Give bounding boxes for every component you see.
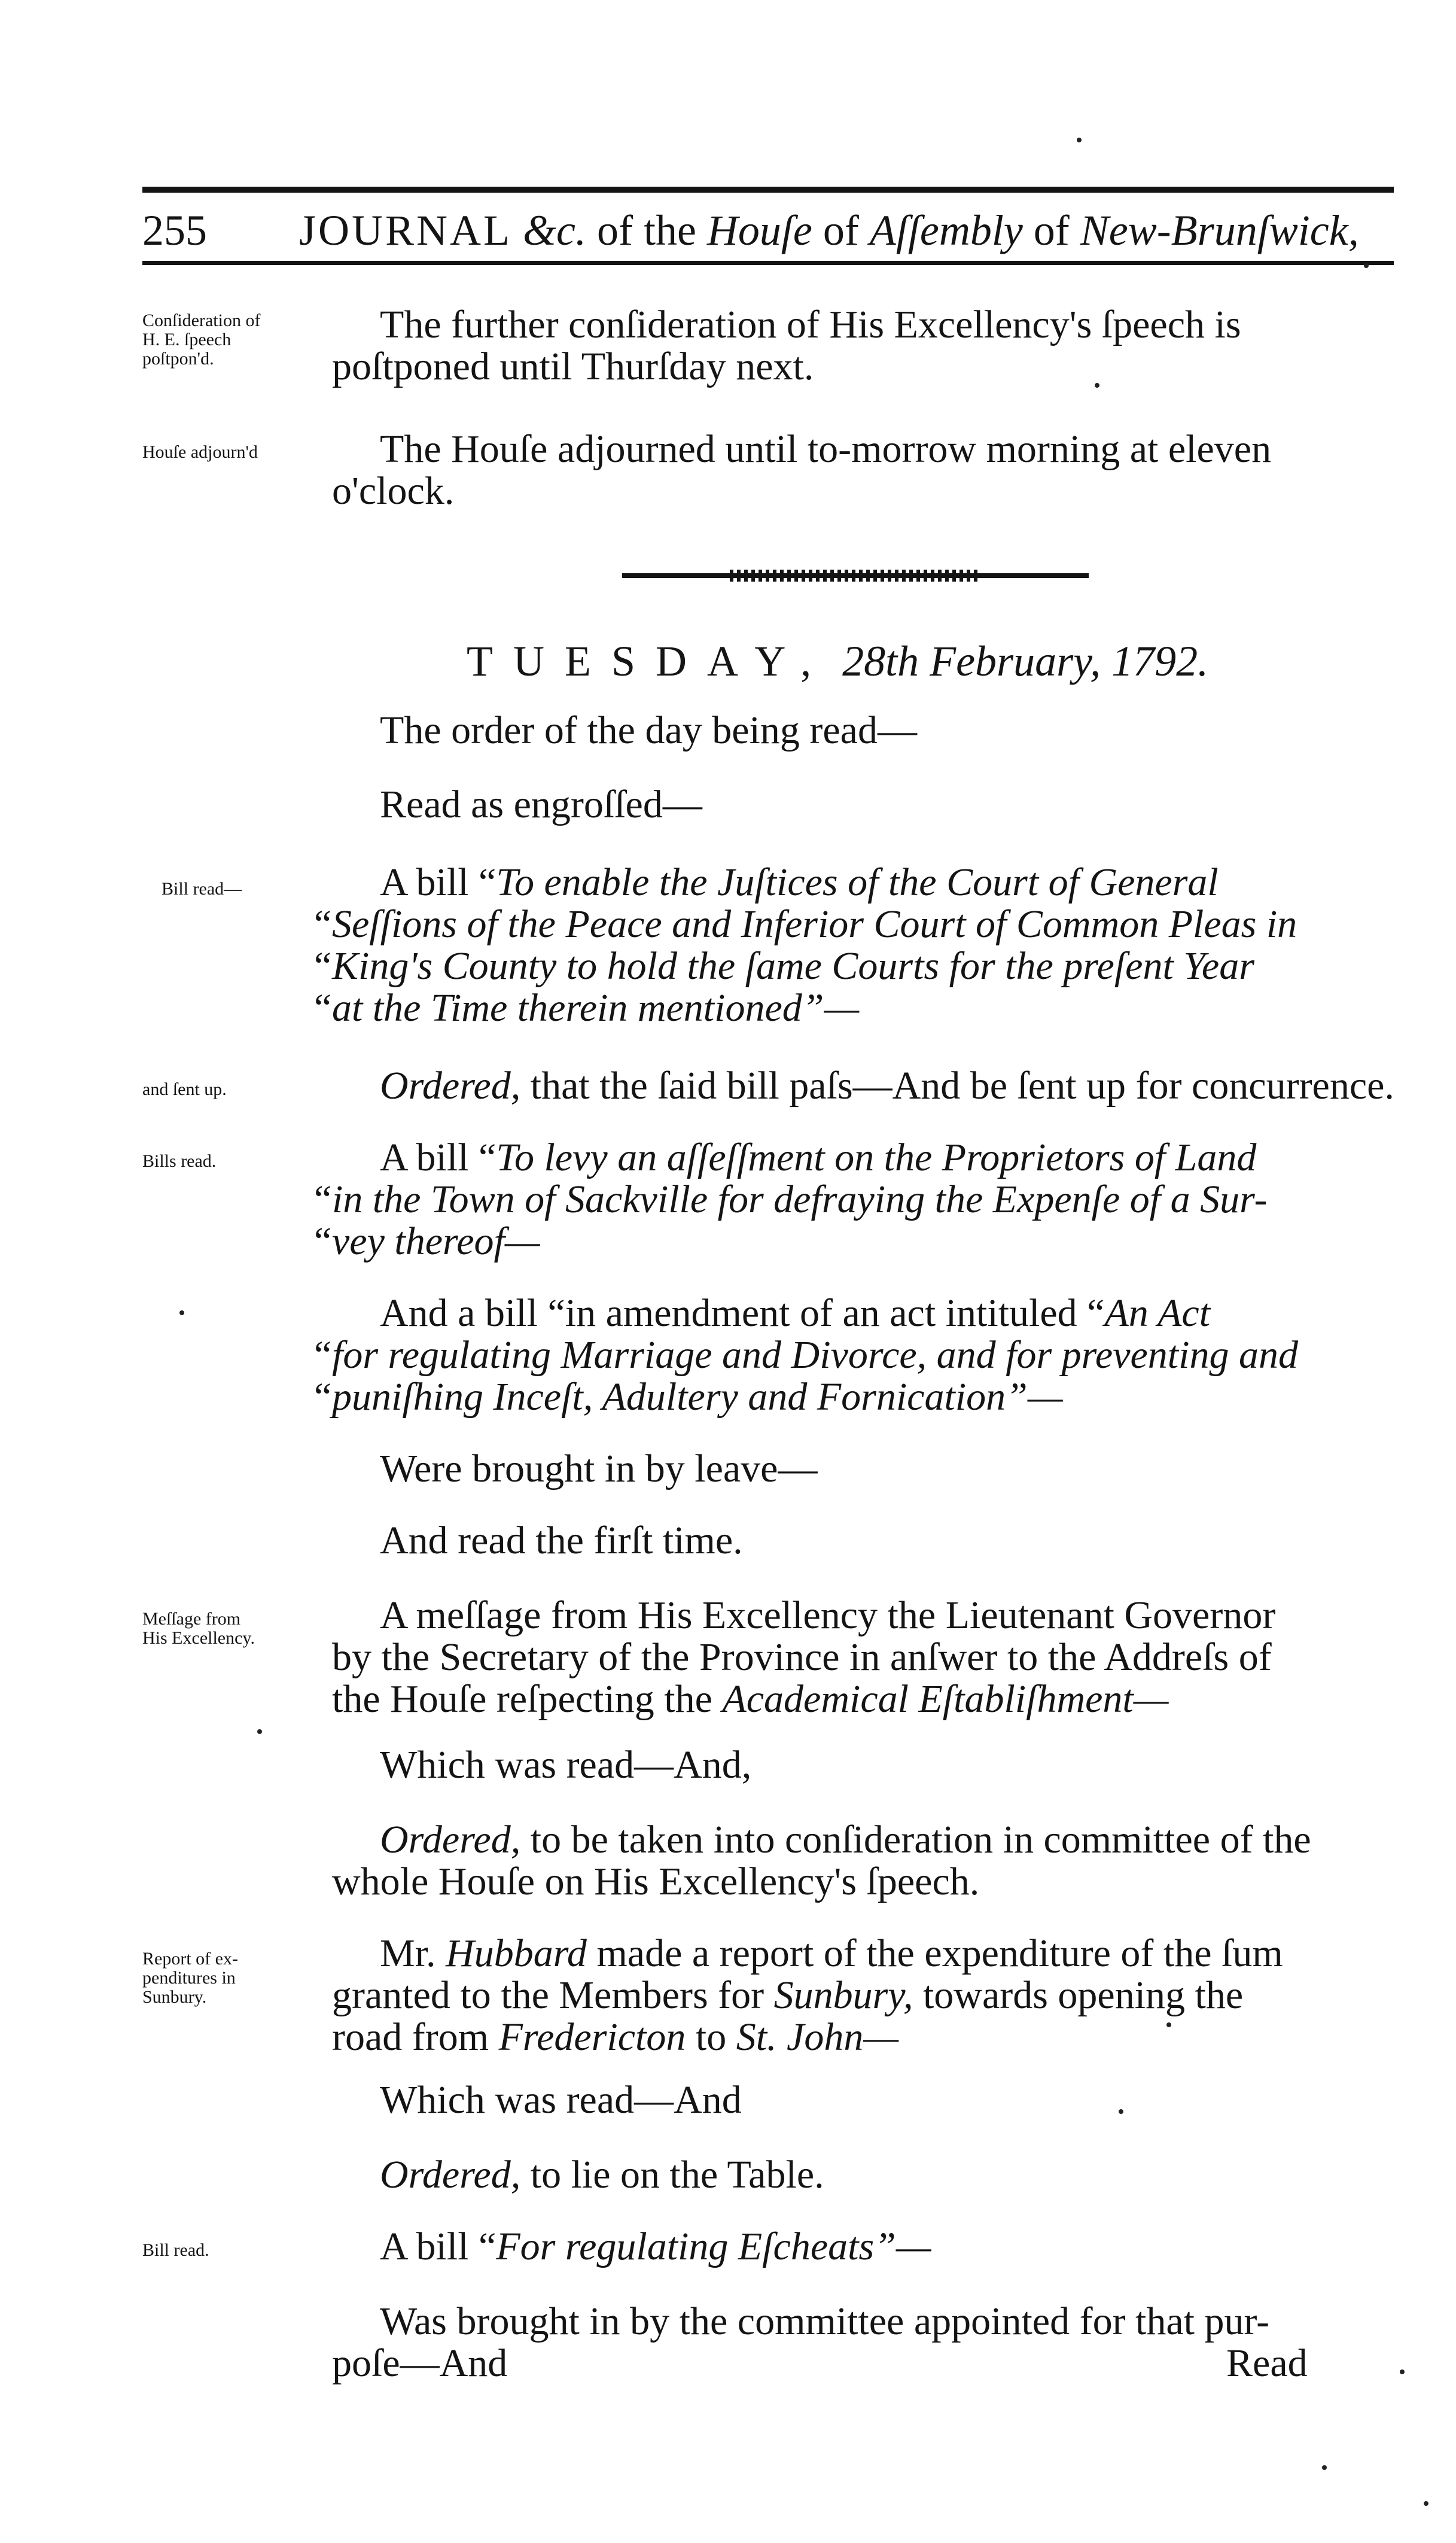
of-word-2: of xyxy=(1033,206,1070,254)
bill-prefix: A bill “ xyxy=(380,860,496,904)
of-word: of xyxy=(823,206,859,254)
dateline-year: 1792. xyxy=(1111,637,1209,685)
scan-speck xyxy=(1119,2109,1123,2114)
section-divider-ornament xyxy=(730,570,981,582)
quote-mark: “ xyxy=(314,1333,332,1377)
text-line: towards opening the xyxy=(922,1973,1244,2017)
margin-line: H. E. ſpeech xyxy=(142,330,232,349)
text-line: to lie on the Table. xyxy=(530,2153,824,2197)
margin-line: Houſe adjourn'd xyxy=(142,442,258,462)
paragraph-order-read xyxy=(332,710,1373,752)
running-title xyxy=(299,203,1359,257)
etc-word: &c. xyxy=(523,206,586,254)
scan-speck xyxy=(1095,383,1099,388)
paragraph-which-was-read-2 xyxy=(332,2079,1373,2121)
scan-speck xyxy=(1364,263,1369,268)
quote-mark: “ xyxy=(314,1375,332,1419)
member-name: Hubbard xyxy=(446,1931,587,1975)
bill-title-line xyxy=(314,1375,1373,1419)
scan-speck xyxy=(257,1729,262,1734)
header-top-rule xyxy=(142,187,1394,193)
scan-speck xyxy=(179,1310,184,1315)
text-line: Were brought in by leave— xyxy=(380,1447,818,1490)
academical-establishment: Academical Eſtabliſhment— xyxy=(722,1677,1169,1721)
bill-title-line: To enable the Juſtices of the Court of General xyxy=(496,860,1219,904)
place-name: Fredericton xyxy=(498,2015,686,2059)
margin-note-consideration xyxy=(142,311,322,369)
paragraph-read-engrossed xyxy=(332,784,1373,826)
margin-line: Sunbury. xyxy=(142,1987,207,2007)
bill-title-text: at the Time therein mentioned”— xyxy=(332,986,860,1030)
quote-mark: “ xyxy=(314,1178,332,1221)
text-line: The further conſideration of His Excellency's ſpeech is xyxy=(380,303,1241,346)
margin-line: poſtpon'd. xyxy=(142,349,214,369)
text-line: to xyxy=(695,2015,727,2059)
ordered-word: Ordered, xyxy=(380,1818,521,1861)
scan-speck xyxy=(1424,2501,1428,2506)
bill-title-line: For regulating Eſcheats”— xyxy=(496,2225,931,2268)
text-line: Was brought in by the committee appointed for that pur- xyxy=(380,2299,1270,2343)
margin-note-message xyxy=(142,1610,322,1648)
bill-prefix: A bill “ xyxy=(380,1136,496,1179)
header-bottom-rule xyxy=(142,261,1394,265)
paragraph-report xyxy=(332,1933,1373,2058)
page-number: 255 xyxy=(142,206,207,254)
text-line: Which was read—And, xyxy=(380,1743,752,1787)
assembly-word: Aſſembly xyxy=(869,206,1023,254)
text-line: road from xyxy=(332,2015,489,2059)
bill-title-line xyxy=(314,1178,1373,1221)
paragraph-consideration-postponed xyxy=(332,304,1373,388)
text-line: granted to the Members for xyxy=(332,1973,764,2017)
paragraph-house-adjourned xyxy=(332,428,1373,512)
quote-mark: “ xyxy=(314,944,332,988)
text-line: the Houſe reſpecting the xyxy=(332,1677,712,1721)
bill-title-line xyxy=(314,902,1373,946)
quote-mark: “ xyxy=(314,902,332,946)
margin-line: Meſſage from xyxy=(142,1609,241,1629)
scan-speck xyxy=(1400,2369,1405,2374)
ordered-word: Ordered, xyxy=(380,2153,521,2197)
place-name: St. John— xyxy=(736,2015,899,2059)
paragraph-ordered-committee xyxy=(332,1819,1373,1903)
text-line: to be taken into conſideration in committee of the xyxy=(530,1818,1311,1861)
text-line: A meſſage from His Excellency the Lieutenant Governor xyxy=(380,1593,1276,1637)
quote-mark: “ xyxy=(314,1219,332,1263)
bill-title-line xyxy=(314,1219,1373,1263)
scan-speck xyxy=(1166,2022,1171,2027)
text-line: Which was read—And xyxy=(380,2078,742,2122)
journal-word: JOURNAL xyxy=(299,206,513,254)
margin-line: penditures in xyxy=(142,1968,236,1988)
paragraph-brought-by-leave xyxy=(332,1448,1373,1490)
text-line: The Houſe adjourned until to-morrow morning at eleven xyxy=(380,427,1272,471)
bill-title-line xyxy=(314,944,1373,988)
of-the-word: of the xyxy=(596,206,696,254)
dateline-date: 28th February, xyxy=(842,637,1101,685)
text-line: Mr. xyxy=(380,1931,436,1975)
bill-title-line: To levy an aſſeſſment on the Proprietors of Land xyxy=(496,1136,1257,1179)
bill-title-text: for regulating Marriage and Divorce, and for preventing and xyxy=(332,1333,1298,1377)
bill-title-text: vey thereof— xyxy=(332,1219,540,1263)
scan-speck xyxy=(1077,138,1082,142)
margin-line: Report of ex- xyxy=(142,1949,238,1969)
running-header xyxy=(142,203,1399,257)
text-line: And read the firſt time. xyxy=(380,1519,743,1562)
text-line: that the ſaid bill paſs—And be ſent up for concurrence. xyxy=(530,1064,1394,1108)
text-line: Read as engroſſed— xyxy=(380,783,702,826)
margin-note-bill-read-2: Bill read. xyxy=(142,2240,209,2260)
paragraph-bill-escheats xyxy=(332,2226,1373,2268)
paragraph-bill-sackville xyxy=(332,1137,1373,1179)
text-line: The order of the day being read— xyxy=(380,708,917,752)
paragraph-brought-by-committee xyxy=(332,2301,1373,2384)
act-title: An Act xyxy=(1104,1291,1211,1335)
paragraph-first-time xyxy=(332,1520,1373,1562)
text-line: whole Houſe on His Excellency's ſpeech. xyxy=(332,1860,980,1903)
paragraph-which-was-read xyxy=(332,1744,1373,1786)
paragraph-bill-justices xyxy=(332,862,1373,904)
scan-speck xyxy=(1322,2465,1327,2470)
bill-title-line xyxy=(314,1333,1373,1377)
margin-note-bill-read: Bill read— xyxy=(162,879,242,899)
bill-title-text: puniſhing Inceſt, Adultery and Fornication”— xyxy=(332,1375,1063,1419)
bill-prefix: A bill “ xyxy=(380,2225,496,2268)
paragraph-lie-on-table xyxy=(332,2154,1373,2196)
paragraph-ordered-pass xyxy=(332,1064,1394,1108)
paragraph-message xyxy=(332,1595,1373,1720)
bill-title-line xyxy=(314,986,1373,1030)
margin-note-bills-read: Bills read. xyxy=(142,1151,217,1171)
margin-line: His Excellency. xyxy=(142,1628,255,1648)
dateline xyxy=(467,634,1304,688)
house-word: Houſe xyxy=(706,206,812,254)
text-line: poſe—And xyxy=(332,2341,508,2385)
text-line: o'clock. xyxy=(332,469,455,513)
paragraph-bill-marriage xyxy=(332,1292,1373,1334)
place-name: Sunbury, xyxy=(773,1973,913,2017)
bill-title-text: King's County to hold the ſame Courts for the preſent Year xyxy=(332,944,1254,988)
bill-title-text: in the Town of Sackville for defraying the Expenſe of a Sur- xyxy=(332,1178,1268,1221)
dateline-day: TUESDAY, xyxy=(467,637,832,685)
margin-note-report xyxy=(142,1949,322,2007)
text-line: poſtponed until Thurſday next. xyxy=(332,345,814,388)
bill-title-text: Seſſions of the Peace and Inferior Court of Common Pleas in xyxy=(332,902,1297,946)
quote-mark: “ xyxy=(314,986,332,1030)
text-line: made a report of the expenditure of the ſum xyxy=(596,1931,1283,1975)
ordered-word: Ordered, xyxy=(380,1064,521,1108)
catchword: Read xyxy=(1226,2341,1308,2385)
margin-line: Conſideration of xyxy=(142,311,261,330)
bill-prefix: And a bill “in amendment of an act intituled “ xyxy=(380,1291,1105,1335)
margin-note-adjourned xyxy=(142,443,322,462)
margin-note-sent-up: and ſent up. xyxy=(142,1079,227,1099)
text-line: by the Secretary of the Province in anſwer to the Addreſs of xyxy=(332,1635,1272,1679)
province-word: New-Brunſwick, xyxy=(1080,206,1359,254)
